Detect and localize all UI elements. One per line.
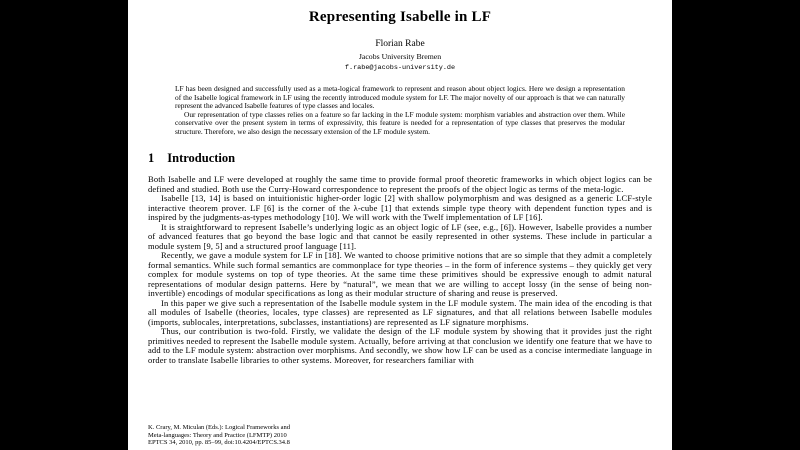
footer-line-2: Meta-languages: Theory and Practice (LFMTP) 2010 <box>148 431 287 439</box>
body-paragraph: In this paper we give such a representation of the Isabelle module system in the LF module system. The main idea of the encoding is that all modules of Isabelle (theories, locales, type classes) are represented as LF signatures, and that all relations between Isabelle modules (imports, sublocales, interpretations, subclasses, instantiations) are represented as LF signature morphisms. <box>148 297 652 327</box>
abstract-paragraph-2: Our representation of type classes relies on a feature so far lacking in the LF module system: morphism variables and abstraction over them. While conservative over the present system in terms of expressivity, this feature is needed for a representation of type classes that preserves the modular structure. Therefore, we also design the necessary extension of the LF module system. <box>175 109 625 136</box>
body-paragraph: Thus, our contribution is two-fold. Firstly, we validate the design of the LF module system by showing that it provides just the right primitives needed to represent the Isabelle module system. Actually, before arriving at that conclusion we identify one feature that we have to add to the LF module system: abstraction over morphisms. And secondly, we show how LF can be used as a concise intermediate language in order to translate Isabelle libraries to other systems. Moreover, for researchers familiar with <box>148 326 652 365</box>
body-paragraph: Both Isabelle and LF were developed at roughly the same time to provide formal proof theoretic frameworks in which object logics can be defined and studied. Both use the Curry-Howard correspondence to represent the proofs of the object logic as terms of the meta-logic. <box>148 174 652 194</box>
section-heading-introduction <box>148 151 652 166</box>
author-name: Florian Rabe <box>375 39 425 49</box>
section-number: 1 <box>148 151 155 165</box>
paper-page <box>128 0 672 450</box>
abstract-paragraph-1: LF has been designed and successfully used as a meta-logical framework to represent and reason about object logics. Here we design a representation of the Isabelle logical framework in LF using the recently introduced module system for LF. The major novelty of our approach is that we can naturally represent the advanced Isabelle features of type classes and locales. <box>175 84 625 110</box>
body-paragraph: Isabelle [13, 14] is based on intuitionistic higher-order logic [2] with shallow polymorphism and was designed as a generic LCF-style interactive theorem prover. LF [6] is the corner of the λ-cube [1] that extends simple type theory with dependent function types and is inspired by the judgments-as-types methodology [10]. We will work with the Twelf implementation of LF [16]. <box>148 193 652 222</box>
author-affiliation: Jacobs University Bremen <box>358 52 442 61</box>
body-paragraph: Recently, we gave a module system for LF in [18]. We wanted to choose primitive notions that are so simple that they admit a completely formal semantics. While such formal semantics are commonplace for type theories – in the form of inference systems – they quickly get very complex for module systems on top of type theories. At the same time these primitives should be expressive enough to admit natural representations of modular design patterns. Here by “natural”, we mean that we are willing to accept lossy (in the sense of being non-invertible) encodings of modular specifications as long as their modular structure of sharing and reuse is preserved. <box>148 250 652 298</box>
publication-footer <box>148 424 290 447</box>
author-email: f.rabe@jacobs-university.de <box>344 64 456 72</box>
footer-line-1: K. Crary, M. Miculan (Eds.): Logical Frameworks and <box>148 423 291 431</box>
introduction-body <box>148 175 652 365</box>
abstract <box>175 85 625 136</box>
footer-line-3: EPTCS 34, 2010, pp. 85–99, doi:10.4204/EPTCS.34.8 <box>148 439 290 447</box>
paper-title: Representing Isabelle in LF <box>308 9 492 25</box>
section-title: Introduction <box>167 151 236 165</box>
author-block <box>148 39 652 72</box>
body-paragraph: It is straightforward to represent Isabelle’s underlying logic as an object logic of LF (see, e.g., [6]). However, Isabelle provides a number of advanced features that go beyond the base logic and that cannot be easily represented in other systems. These include in particular a module system [9, 5] and a structured proof language [11]. <box>148 221 652 251</box>
